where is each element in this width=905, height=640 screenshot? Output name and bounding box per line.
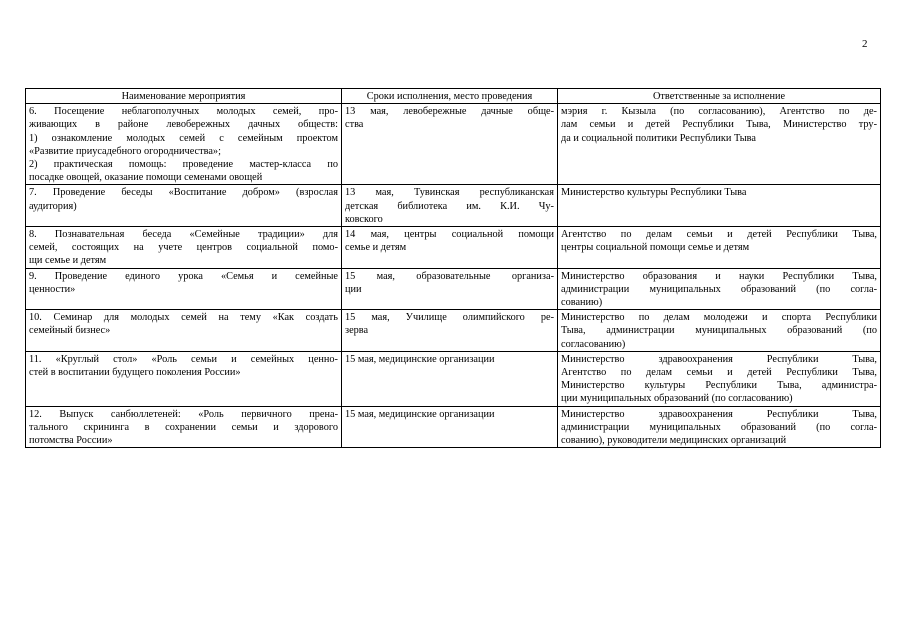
table-row	[26, 227, 881, 269]
term-cell	[342, 310, 558, 352]
event-line: 9. Проведение единого урока «Семья и семейные	[29, 270, 338, 282]
responsible-line: администрации муниципальных образований (по согла-	[561, 421, 877, 433]
event-line: ценности»	[29, 283, 76, 295]
responsible-line: Министерство здравоохранения Республики Тыва,	[561, 353, 877, 365]
responsible-line: согласованию)	[561, 338, 626, 350]
table-row	[26, 268, 881, 310]
responsible-line: администрации муниципальных образований (по согла-	[561, 283, 877, 295]
responsible-line: Тыва, администрации муниципальных образований (по	[561, 325, 877, 337]
table-row	[26, 310, 881, 352]
event-cell	[26, 227, 342, 269]
responsible-line: лам семьи и детей Республики Тыва, Министерство тру-	[561, 119, 877, 131]
term-cell	[342, 104, 558, 185]
event-line: 12. Выпуск санбюллетеней: «Роль первичного прена-	[29, 408, 338, 420]
responsible-cell	[558, 185, 881, 227]
term-cell	[342, 227, 558, 269]
header-responsible: Ответственные за исполнение	[558, 89, 881, 104]
table-header-row	[26, 89, 881, 104]
responsible-line: сованию)	[561, 297, 603, 309]
event-line: «Развитие приусадебного огородничества»;	[29, 145, 221, 157]
responsible-line: Агентство по делам семьи и детей Республики Тыва,	[561, 229, 877, 241]
event-line: семей, состоящих на учете центров социальной помо-	[29, 242, 338, 254]
term-cell	[342, 185, 558, 227]
term-line: ции	[345, 283, 362, 295]
event-line: аудитория)	[29, 200, 77, 212]
term-line: 15 мая, медицинские организации	[345, 353, 495, 365]
event-line: тального скрининга в сохранении семьи и здорового	[29, 421, 338, 433]
responsible-line: Министерство культуры Республики Тыва	[561, 187, 747, 199]
term-line: 15 мая, медицинские организации	[345, 408, 495, 420]
header-event-name: Наименование мероприятия	[26, 89, 342, 104]
table-row	[26, 351, 881, 406]
responsible-line: сованию), руководители медицинских организаций	[561, 435, 787, 447]
events-table	[25, 88, 881, 448]
term-cell	[342, 406, 558, 448]
event-line: потомства России»	[29, 435, 113, 447]
event-line: 2) практическая помощь: проведение мастер-класса по	[29, 159, 338, 171]
term-line: ства	[345, 119, 364, 131]
event-line: посадке овощей, оказание помощи семенами овощей	[29, 172, 263, 184]
event-line: живающих в районе левобережных дачных обществ:	[29, 119, 338, 131]
event-cell	[26, 185, 342, 227]
event-line: стей в воспитании будущего поколения России»	[29, 367, 241, 379]
responsible-line: да и социальной политики Республики Тыва	[561, 132, 756, 144]
responsible-line: мэрия г. Кызыла (по согласованию), Агентство по де-	[561, 106, 877, 118]
table-row	[26, 406, 881, 448]
responsible-line: ции муниципальных образований (по согласованию)	[561, 393, 793, 405]
term-cell	[342, 268, 558, 310]
responsible-cell	[558, 406, 881, 448]
responsible-cell	[558, 268, 881, 310]
term-line: ковского	[345, 213, 383, 225]
event-cell	[26, 104, 342, 185]
responsible-line: Министерство культуры Республики Тыва, администра-	[561, 380, 877, 392]
event-line: щи семье и детям	[29, 255, 107, 267]
event-line: 1) ознакомление молодых семей с семейным проектом	[29, 132, 338, 144]
term-line: 13 мая, левобережные дачные обще-	[345, 106, 554, 118]
term-line: 14 мая, центры социальной помощи	[345, 229, 554, 241]
responsible-line: Министерство образования и науки Республики Тыва,	[561, 270, 877, 282]
event-line: 6. Посещение неблагополучных молодых семей, про-	[29, 106, 338, 118]
responsible-line: Министерство по делам молодежи и спорта Республики	[561, 312, 877, 324]
event-line: 10. Семинар для молодых семей на тему «Как создать	[29, 312, 338, 324]
responsible-line: Министерство здравоохранения Республики Тыва,	[561, 408, 877, 420]
event-cell	[26, 351, 342, 406]
term-line: семье и детям	[345, 242, 407, 254]
event-line: 11. «Круглый стол» «Роль семьи и семейных ценно-	[29, 353, 338, 365]
event-line: 7. Проведение беседы «Воспитание добром» (взрослая	[29, 187, 338, 199]
event-cell	[26, 268, 342, 310]
term-line: зерва	[345, 325, 369, 337]
responsible-line: Агентство по делам семьи и детей Республики Тыва,	[561, 367, 877, 379]
term-line: детская библиотека им. К.И. Чу-	[345, 200, 554, 212]
responsible-cell	[558, 351, 881, 406]
responsible-cell	[558, 104, 881, 185]
header-term-place: Сроки исполнения, место проведения	[342, 89, 558, 104]
responsible-cell	[558, 227, 881, 269]
table-row	[26, 185, 881, 227]
table-row	[26, 104, 881, 185]
responsible-line: центры социальной помощи семье и детям	[561, 242, 750, 254]
term-cell	[342, 351, 558, 406]
page-number: 2	[862, 38, 868, 50]
responsible-cell	[558, 310, 881, 352]
term-line: 15 мая, образовательные организа-	[345, 270, 554, 282]
event-cell	[26, 310, 342, 352]
event-line: 8. Познавательная беседа «Семейные традиции» для	[29, 229, 338, 241]
term-line: 13 мая, Тувинская республиканская	[345, 187, 554, 199]
event-cell	[26, 406, 342, 448]
term-line: 15 мая, Училище олимпийского ре-	[345, 312, 554, 324]
event-line: семейный бизнес»	[29, 325, 111, 337]
